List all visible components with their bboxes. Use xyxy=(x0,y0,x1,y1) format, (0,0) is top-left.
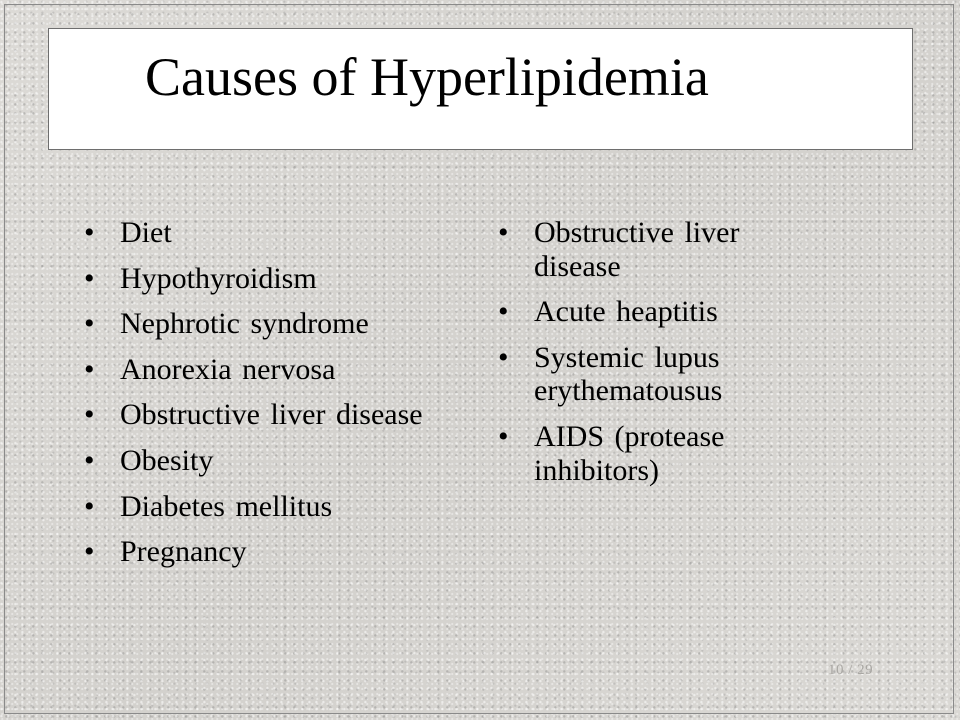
bullet-point-icon: • xyxy=(84,352,95,386)
right-bullet-list xyxy=(498,216,788,499)
bullet-point-icon: • xyxy=(498,216,509,249)
bullet-point-icon: • xyxy=(84,443,95,477)
bullet-item xyxy=(84,307,424,341)
bullet-item xyxy=(84,353,424,387)
slide-title: Causes of Hyperlipidemia xyxy=(145,47,709,107)
bullet-point-icon: • xyxy=(84,261,95,295)
bullet-text: Obstructive liver disease xyxy=(120,398,423,432)
bullet-point-icon: • xyxy=(498,340,509,374)
bullet-item xyxy=(84,216,424,250)
bullet-text: Obesity xyxy=(120,443,214,477)
bullet-text: Pregnancy xyxy=(120,535,247,569)
bullet-item xyxy=(498,420,788,487)
bullet-item xyxy=(498,295,788,329)
bullet-text: Anorexia nervosa xyxy=(120,352,336,386)
left-bullet-list xyxy=(84,216,424,581)
bullet-text: Hypothyroidism xyxy=(120,261,317,295)
bullet-text: Nephrotic syndrome xyxy=(120,307,369,341)
page-number: 10 / 29 xyxy=(828,662,874,678)
bullet-text: Diet xyxy=(120,216,172,249)
bullet-item xyxy=(84,490,424,524)
bullet-text: AIDS (protease inhibitors) xyxy=(534,419,725,487)
bullet-point-icon: • xyxy=(498,419,509,453)
bullet-item xyxy=(84,444,424,478)
bullet-text: Systemic lupus erythematousus xyxy=(534,340,723,408)
bullet-item xyxy=(84,535,424,569)
bullet-point-icon: • xyxy=(498,295,509,329)
bullet-point-icon: • xyxy=(84,489,95,523)
bullet-point-icon: • xyxy=(84,398,95,432)
bullet-text: Diabetes mellitus xyxy=(120,489,333,523)
bullet-item xyxy=(84,398,424,432)
bullet-item xyxy=(84,262,424,296)
bullet-item xyxy=(498,341,788,408)
bullet-point-icon: • xyxy=(84,535,95,569)
bullet-text: Obstructive liver disease xyxy=(534,216,740,283)
title-box xyxy=(48,28,913,150)
bullet-text: Acute heaptitis xyxy=(534,295,718,329)
bullet-item xyxy=(498,216,788,283)
bullet-point-icon: • xyxy=(84,216,95,249)
bullet-point-icon: • xyxy=(84,307,95,341)
